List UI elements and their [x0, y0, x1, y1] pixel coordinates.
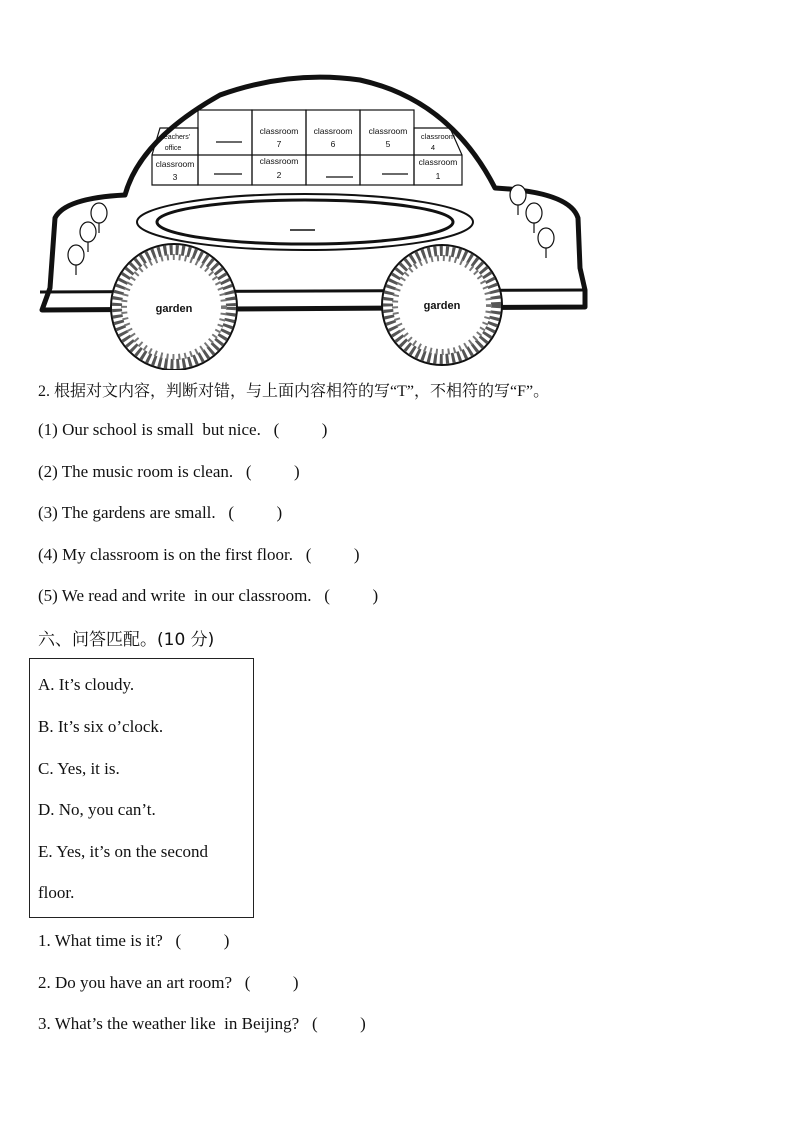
room-top-0-label: teachers' — [161, 134, 191, 141]
window-oval-outer — [137, 194, 473, 250]
room-bottom-0-label: classroom — [155, 159, 195, 169]
school-car-figure — [30, 70, 600, 370]
task2-item-3: (3) The gardens are small. ( ) — [38, 503, 283, 522]
room-grid — [152, 110, 462, 185]
room-top-2-label: classroom — [259, 126, 299, 136]
question-2: 2. Do you have an art room? ( ) — [38, 973, 299, 992]
room-top-2-label2: 7 — [276, 139, 282, 149]
room-bottom-0-label2: 3 — [172, 172, 178, 182]
option-b: B. It’s six o’clock. — [38, 717, 164, 736]
room-bottom-2-label2: 2 — [276, 170, 282, 180]
room-top-3-label: classroom — [313, 126, 353, 136]
question-3: 3. What’s the weather like in Beijing? ( ) — [38, 1014, 366, 1033]
task2-item-4: (4) My classroom is on the first floor. ( ) — [38, 545, 360, 564]
task2-item-1: (1) Our school is small but nice. ( ) — [38, 420, 328, 439]
room-bottom-5-label2: 1 — [435, 171, 441, 181]
room-bottom-5-label: classroom — [418, 157, 458, 167]
option-c: C. Yes, it is. — [38, 759, 120, 778]
answer-options-box — [29, 658, 254, 918]
option-e-continued: floor. — [38, 883, 75, 902]
room-top-0-label2: office — [164, 145, 182, 152]
school-car-drawing — [30, 70, 600, 370]
task2-item-5: (5) We read and write in our classroom. ( ) — [38, 586, 379, 605]
room-top-3-label2: 6 — [330, 139, 336, 149]
room-top-4-label2: 5 — [385, 139, 391, 149]
option-a: A. It’s cloudy. — [38, 675, 135, 694]
section-six-title: 六、问答匹配。(10 分) — [38, 630, 215, 650]
right-wheel-label: garden — [423, 300, 461, 312]
room-bottom-2-label: classroom — [259, 156, 299, 166]
question-1: 1. What time is it? ( ) — [38, 931, 230, 950]
room-top-4-label: classroom — [368, 126, 408, 136]
task2-item-2: (2) The music room is clean. ( ) — [38, 462, 300, 481]
task2-instruction: 2. 根据对文内容，判断对错，与上面内容相符的写“T”，不相符的写“F”。 — [38, 383, 550, 400]
left-wheel-label: garden — [155, 303, 193, 315]
room-top-5-label: classroom — [420, 132, 456, 141]
option-e: E. Yes, it’s on the second — [38, 842, 208, 861]
option-d: D. No, you can’t. — [38, 800, 156, 819]
window-oval-inner — [157, 200, 453, 244]
room-blanks — [214, 142, 408, 177]
room-top-5-label2: 4 — [430, 143, 436, 152]
